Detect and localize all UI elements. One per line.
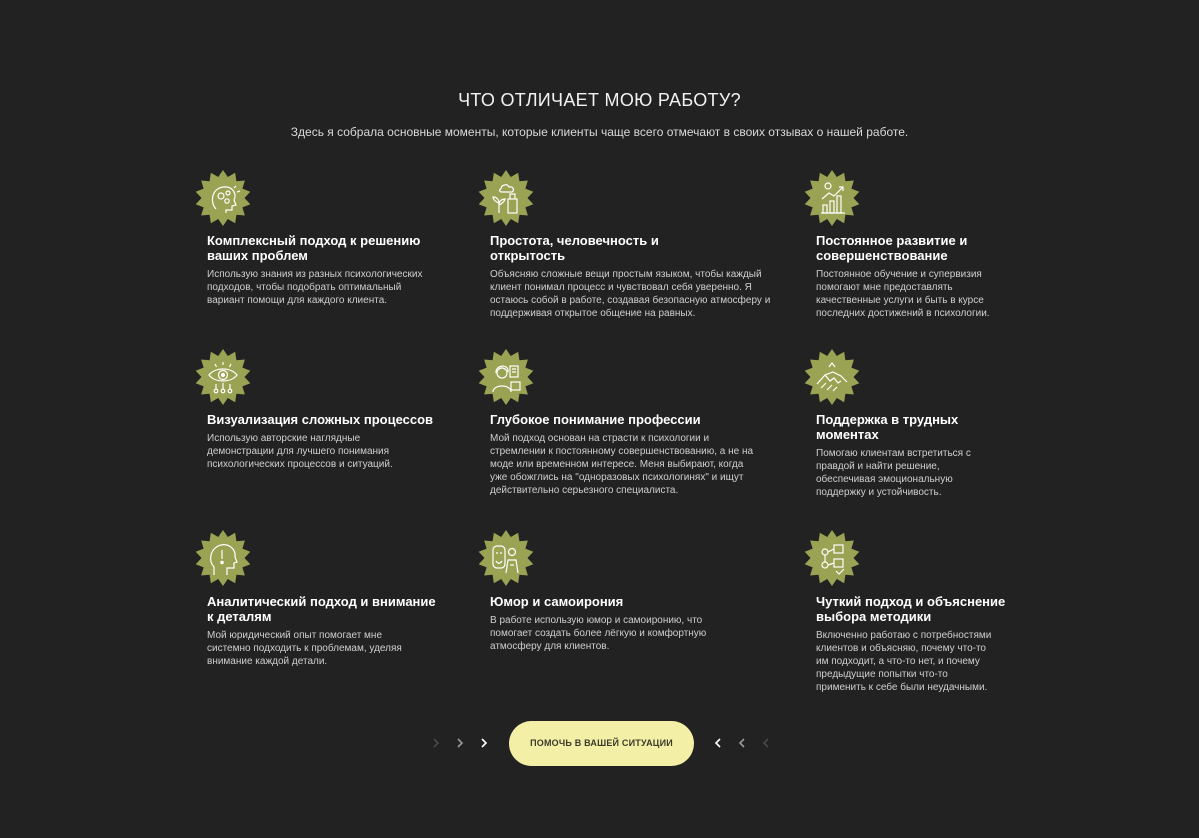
chevron-left-icon: [759, 735, 773, 751]
feature-title: Простота, человечность и открытость: [490, 233, 659, 263]
feature-description: Постоянное обучение и супервизия помогают мне предоставлять качественные услуги и быть в курсе последних достижений в психологии.: [816, 269, 990, 319]
method-flow-icon: [803, 529, 861, 587]
eye-vision-icon: [194, 348, 252, 406]
chevron-left-icon: [711, 735, 725, 751]
feature-title: Аналитический подход и внимание к деталям: [207, 594, 436, 624]
chevron-right-icon: [477, 735, 491, 751]
feature-description: Использую авторские наглядные демонстрации для лучшего понимания психологических процессов и ситуаций.: [207, 433, 393, 470]
help-situation-button[interactable]: ПОМОЧЬ В ВАШЕЙ СИТУАЦИИ: [509, 721, 694, 766]
chevron-right-icon: [453, 735, 467, 751]
feature-title: Визуализация сложных процессов: [207, 412, 434, 427]
feature-description: Включенно работаю с потребностями клиентов и объясняю, почему что-то им подходит, а что-то нет, и почему предыдущие попытки что-то применить к себе были неудачными.: [816, 630, 992, 693]
plant-growth-icon: [477, 169, 535, 227]
feature-title: Юмор и самоирония: [490, 594, 624, 609]
feature-description: Мой юридический опыт помогает мне системно подходить к проблемам, уделяя внимание каждой детали.: [207, 630, 402, 667]
humor-masks-icon: [477, 529, 535, 587]
feature-title: Поддержка в трудных моментах: [816, 412, 959, 442]
feature-description: Объясняю сложные вещи простым языком, чтобы каждый клиент понимал процесс и чувствовал себя уверенно. Я остаюсь собой в работе, создавая безопасную атмосферу и поддерживая открытое общение на равных.: [490, 269, 771, 319]
page-subtitle: Здесь я собрала основные моменты, которые клиенты чаще всего отмечают в своих отзывах о нашей работе.: [290, 125, 909, 139]
handshake-support-icon: [803, 348, 861, 406]
feature-title: Комплексный подход к решению ваших проблем: [207, 233, 421, 263]
chevron-left-icon: [735, 735, 749, 751]
feature-description: Помогаю клиентам встретиться с правдой и найти решение, обеспечивая эмоциональную поддержку и устойчивость.: [816, 448, 971, 498]
feature-description: Использую знания из разных психологических подходов, чтобы подобрать оптимальный вариант помощи для каждого клиента.: [207, 269, 423, 306]
feature-description: Мой подход основан на страсти к психологии и стремлении к постоянному совершенствованию, а не на моде или временном интересе. Меня выбирают, когда уже обожглись на "одноразовых психологинях" и ищут действительно серьезного специалиста.: [490, 433, 754, 496]
profession-woman-icon: [477, 348, 535, 406]
development-chart-icon: [803, 169, 861, 227]
page-title: ЧТО ОТЛИЧАЕТ МОЮ РАБОТУ?: [458, 90, 741, 110]
feature-title: Чуткий подход и объяснение выбора методики: [816, 594, 1006, 624]
brain-head-icon: [194, 169, 252, 227]
chevron-right-icon: [429, 735, 443, 751]
analytic-head-icon: [194, 529, 252, 587]
feature-title: Глубокое понимание профессии: [490, 412, 701, 427]
feature-description: В работе использую юмор и самоиронию, что помогает создать более лёгкую и комфортную атмосферу для клиентов.: [490, 615, 707, 652]
feature-title: Постоянное развитие и совершенствование: [816, 233, 968, 263]
